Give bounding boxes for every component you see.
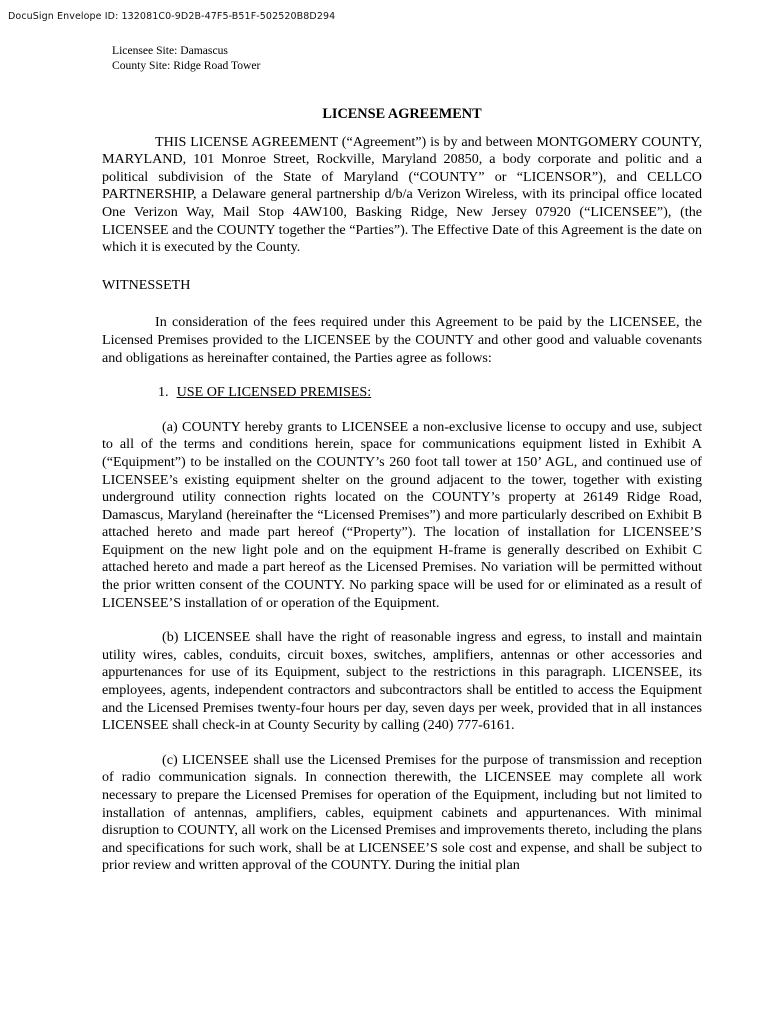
consideration-paragraph: In consideration of the fees required under this Agreement to be paid by the LICENSEE, the Licensed Premises provided to the LICENSEE by the COUNTY and other good and valuable covenants and obligations as hereinafter contained, the Parties agree as follows: bbox=[102, 314, 702, 366]
document-title: LICENSE AGREEMENT bbox=[322, 106, 482, 122]
licensee-site: Licensee Site: Damascus bbox=[112, 44, 228, 57]
intro-paragraph: THIS LICENSE AGREEMENT (“Agreement”) is by and between MONTGOMERY COUNTY, MARYLAND, 101 Monroe Street, Rockville, Maryland 20850, a body corporate and politic and a political subdivision of the State of Maryland (“COUNTY” or “LICENSOR”), and CELLCO PARTNERSHIP, a Delaware general partnership d/b/a Verizon Wireless, with its principal office located One Verizon Way, Mail Stop 4AW100, Basking Ridge, New Jersey 07920 (“LICENSEE”), (the LICENSEE and the COUNTY together the “Parties”). The Effective Date of this Agreement is the date on which it is executed by the County. bbox=[102, 133, 702, 256]
docusign-envelope-id: DocuSign Envelope ID: 132081C0-9D2B-47F5-B51F-502520B8D294 bbox=[8, 11, 336, 22]
section-1-heading bbox=[158, 384, 702, 402]
paragraph-a: (a) COUNTY hereby grants to LICENSEE a non-exclusive license to occupy and use, subject to all of the terms and conditions herein, space for communications equipment listed in Exhibit A (“Equipment”) to be installed on the COUNTY’s 260 foot tall tower at 150’ AGL, and continued use of LICENSEE’s existing equipment shelter on the ground adjacent to the tower, together with existing underground utility connection rights located on the COUNTY’s property at 26149 Ridge Road, Damascus, Maryland (hereinafter the “Licensed Premises”) and more particularly described on Exhibit B attached hereto and made part hereof (“Property”). The location of installation for LICENSEE’S Equipment on the new light pole and on the equipment H-frame is generally described on Exhibit C attached hereto and made a part hereof as the Licensed Premises. No variation will be permitted without the prior written consent of the COUNTY. No parking space will be used for or eliminated as a result of LICENSEE’S installation of or operation of the Equipment. bbox=[102, 418, 702, 611]
witnesseth-heading: WITNESSETH bbox=[102, 276, 191, 293]
document-page bbox=[102, 44, 702, 875]
paragraph-b: (b) LICENSEE shall have the right of reasonable ingress and egress, to install and maintain utility wires, cables, conduits, circuit boxes, switches, amplifiers, antennas or other accessories and appurtenances for use of its Equipment, subject to the restrictions in this paragraph. LICENSEE, its employees, agents, independent contractors and subcontractors shall be entitled to access the Equipment and the Licensed Premises twenty-four hours per day, seven days per week, provided that in all instances LICENSEE shall check-in at County Security by calling (240) 777-6161. bbox=[102, 629, 702, 734]
paragraph-c: (c) LICENSEE shall use the Licensed Premises for the purpose of transmission and reception of radio communication signals. In connection therewith, the LICENSEE may complete all work necessary to prepare the Licensed Premises for operation of the Equipment, including but not limited to installation of antennas, amplifiers, cables, equipment cabinets and appurtenances. With minimal disruption to COUNTY, all work on the Licensed Premises and improvements thereto, including the plans and specifications for such work, shall be at LICENSEE’S sole cost and expense, and shall be subject to prior review and written approval of the COUNTY. During the initial plan bbox=[102, 751, 702, 874]
section-1-number: 1. bbox=[158, 384, 169, 401]
county-site: County Site: Ridge Road Tower bbox=[112, 58, 261, 72]
section-1-title: USE OF LICENSED PREMISES: bbox=[176, 384, 372, 401]
